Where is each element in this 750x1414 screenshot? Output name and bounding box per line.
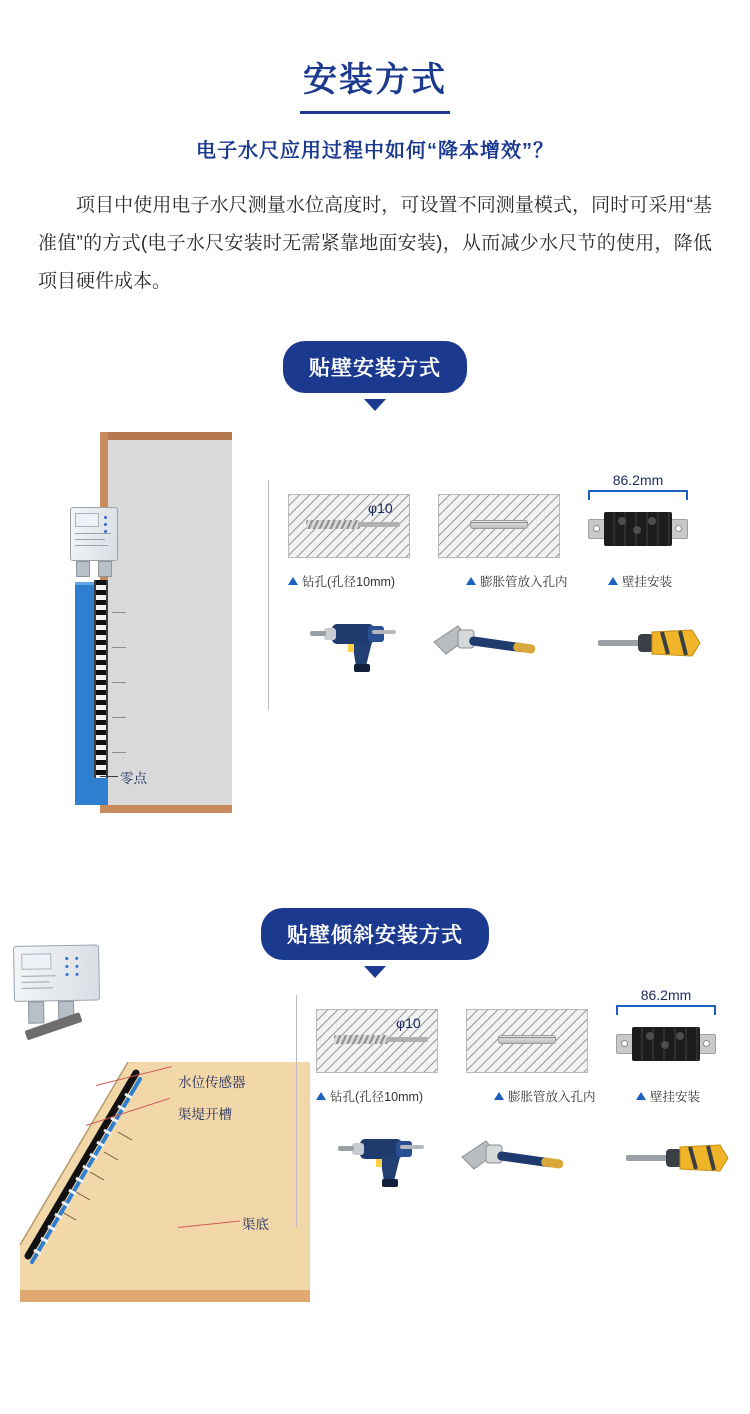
drill-icon: [306, 614, 402, 676]
inclined-mount-illustration: [0, 985, 750, 1305]
step2-caption-2: 膨胀管放入孔内: [494, 1087, 596, 1105]
hammer-icon: [456, 1131, 568, 1189]
section2-pill-label: 贴壁倾斜安装方式: [261, 908, 489, 960]
hammer-icon: [428, 616, 540, 674]
chevron-down-icon: [364, 966, 386, 978]
wall-mount-illustration: [0, 432, 750, 822]
plug-seam: [498, 1037, 556, 1038]
wall-top-cap: [100, 432, 232, 440]
scale-tick: [112, 612, 126, 613]
triangle-bullet-icon: [316, 1092, 326, 1100]
intro-paragraph: 项目中使用电子水尺测量水位高度时，可设置不同测量模式，同时可采用“基准值”的方式(电子水尺安装时无需紧靠地面安装)，从而减少水尺节的使用，降低项目硬件成本。: [38, 195, 712, 292]
zero-point-tick: [100, 776, 118, 777]
scale-tick: [112, 717, 126, 718]
wall-body: [100, 432, 232, 813]
screwdriver-icon: [624, 1135, 742, 1183]
panel-divider: [268, 480, 269, 710]
step3-caption-2: 壁挂安装: [636, 1087, 700, 1105]
scale-tick: [112, 682, 126, 683]
sensor-device-2: [13, 944, 125, 1056]
title-rule: [300, 111, 450, 114]
panel-divider: [296, 995, 297, 1227]
wall-bracket-1: [588, 510, 688, 548]
hole-diameter-annotation: φ10: [368, 500, 393, 516]
section1-header: [0, 341, 750, 411]
bracket-dimension: [588, 472, 688, 502]
sensor-device-1: [70, 507, 118, 579]
step1-caption: 钻孔(孔径10mm): [288, 572, 395, 590]
label-water-level-sensor: 水位传感器: [178, 1075, 246, 1090]
drill-bit-shaft: [358, 522, 400, 527]
label-channel-slot: 渠堤开槽: [178, 1107, 232, 1122]
scale-tick: [112, 647, 126, 648]
wall-bottom-cap: [100, 805, 232, 813]
hole-diameter-annotation-2: φ10: [396, 1015, 421, 1031]
section1-pill-label: 贴壁安装方式: [283, 341, 467, 393]
plug-seam: [470, 522, 528, 523]
drill-icon: [334, 1129, 430, 1191]
ruler-left-rail: [94, 580, 96, 778]
zero-point-label: 零点: [120, 771, 147, 786]
sloped-ruler-group: [10, 1040, 320, 1360]
triangle-bullet-icon: [288, 577, 298, 585]
drill-bit-flute: [334, 1035, 388, 1044]
bracket-dimension-2: [616, 987, 716, 1017]
drill-bit-flute: [306, 520, 360, 529]
scale-tick: [112, 752, 126, 753]
screwdriver-icon: [596, 620, 714, 668]
bracket-dimension-label: 86.2mm: [612, 472, 664, 488]
step3-caption: 壁挂安装: [608, 572, 672, 590]
chevron-down-icon: [364, 399, 386, 411]
page-title: 安装方式: [303, 61, 447, 99]
step1-caption-2: 钻孔(孔径10mm): [316, 1087, 423, 1105]
page-subtitle: 电子水尺应用过程中如何“降本增效”？: [196, 140, 554, 162]
triangle-bullet-icon: [466, 577, 476, 585]
ruler-right-rail: [106, 580, 108, 778]
triangle-bullet-icon: [608, 577, 618, 585]
bracket-dimension-label-2: 86.2mm: [640, 987, 692, 1003]
wall-bracket-2: [616, 1025, 716, 1063]
step2-caption: 膨胀管放入孔内: [466, 572, 568, 590]
drill-bit-shaft: [386, 1037, 428, 1042]
label-channel-bottom: 渠底: [242, 1217, 269, 1232]
triangle-bullet-icon: [636, 1092, 646, 1100]
triangle-bullet-icon: [494, 1092, 504, 1100]
water-level-ruler-teeth: [96, 580, 106, 778]
